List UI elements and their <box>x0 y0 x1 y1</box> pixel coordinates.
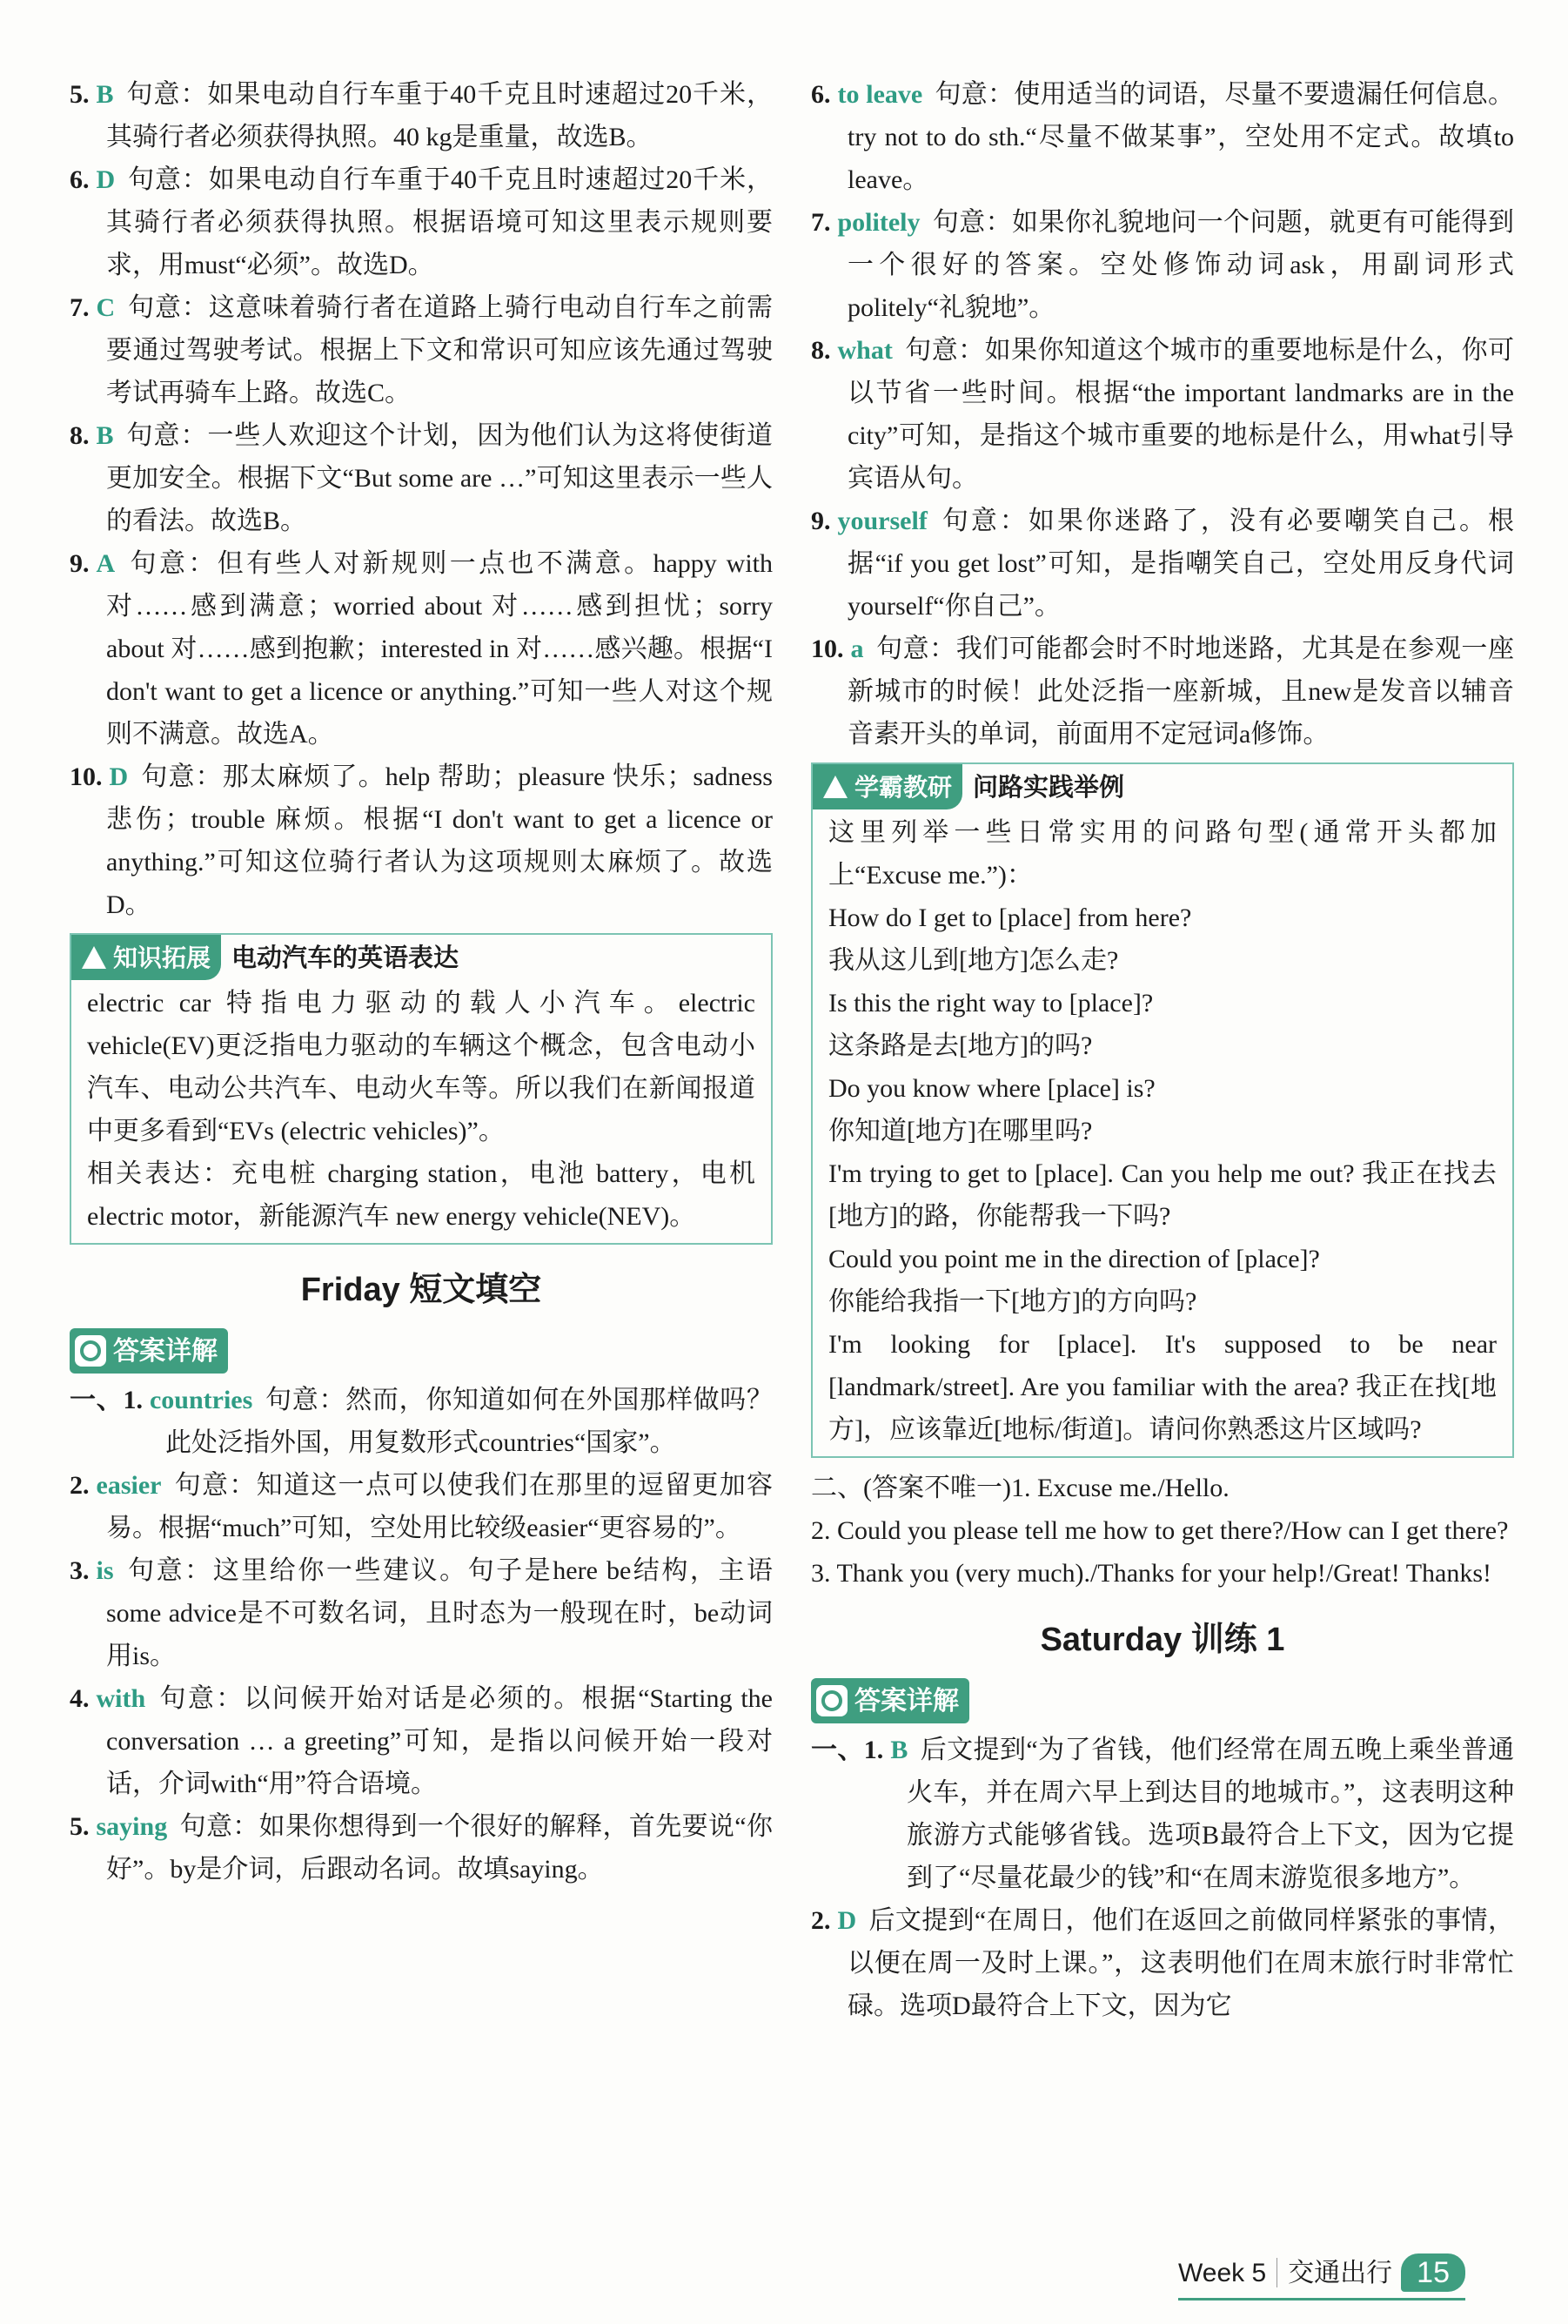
box-title: 问路实践举例 <box>973 771 1125 802</box>
study-tips-box <box>811 762 1514 1458</box>
answer-key: with <box>96 1684 146 1713</box>
answer-item: 9. A 句意：但有些人对新规则一点也不满意。happy with 对……感到满意；worried about 对……感到担忧；sorry about 对……感到抱歉；interested in 对……感兴趣。根据“I don't want to get a licence or anything.”可知一些人对这个规则不满意。故选A。 <box>70 549 773 749</box>
box-line: 你知道[地方]在哪里吗? <box>828 1117 1093 1145</box>
explanation: 句意：使用适当的词语，尽量不要遗漏任何信息。try not to do sth.“尽量不做某事”，空处用不定式。故填to leave。 <box>848 80 1514 194</box>
part2-answer: 3. Thank you (very much)./Thanks for your help!/Great! Thanks! <box>811 1559 1492 1588</box>
search-icon <box>75 1335 106 1367</box>
explanation: 句意：然而，你知道如何在外国那样做吗？此处泛指外国，用复数形式countries“国家”。 <box>165 1386 774 1457</box>
answer-item: 2. easier 句意：知道这一点可以使我们在那里的逗留更加容易。根据“much”可知，空处用比较级easier“更容易的”。 <box>70 1471 773 1542</box>
answer-badge: 答案详解 <box>811 1678 969 1723</box>
explanation: 句意：但有些人对新规则一点也不满意。happy with 对……感到满意；worried about 对……感到担忧；sorry about 对……感到抱歉；interested in 对……感兴趣。根据“I don't want to get a licence or anything.”可知一些人对这个规则不满意。故选A。 <box>106 549 773 749</box>
answer-item: 8. what 句意：如果你知道这个城市的重要地标是什么，你可以节省一些时间。根据“the important landmarks are in the city”可知，是指这个城市重要的地标是什么，用what引导宾语从句。 <box>811 336 1514 493</box>
week-label: Week 5 <box>1178 2258 1267 2287</box>
explanation: 句意：如果你礼貌地问一个问题，就更有可能得到一个很好的答案。空处修饰动词ask，用副词形式politely“礼貌地”。 <box>848 208 1514 322</box>
box-title: 电动汽车的英语表达 <box>231 942 459 972</box>
box-tag: 学霸教研 <box>813 764 962 809</box>
explanation: 句意：这意味着骑行者在道路上骑行电动自行车之前需要通过驾驶考试。根据上下文和常识可知应该先通过驾驶考试再骑车上路。故选C。 <box>106 293 773 407</box>
answer-key: B <box>890 1736 908 1764</box>
answer-key: a <box>850 635 864 663</box>
explanation: 句意：如果你迷路了，没有必要嘲笑自己。根据“if you get lost”可知，是指嘲笑自己，空处用反身代词yourself“你自己”。 <box>848 507 1514 621</box>
box-line: Do you know where [place] is? <box>828 1074 1156 1103</box>
box-line: I'm trying to get to [place]. Can you help me out? 我正在找去[地方]的路，你能帮我一下吗? <box>828 1159 1497 1231</box>
answer-item: 一、1. countries 句意：然而，你知道如何在外国那样做吗？此处泛指外国，用复数形式countries“国家”。 <box>70 1386 774 1457</box>
answer-item: 8. B 句意：一些人欢迎这个计划，因为他们认为这将使街道更加安全。根据下文“But some are …”可知这里表示一些人的看法。故选B。 <box>70 421 773 535</box>
answer-key: A <box>96 549 116 578</box>
answer-item: 3. is 句意：这里给你一些建议。句子是here be结构，主语some advice是不可数名词，且时态为一般现在时，be动词用is。 <box>70 1556 773 1670</box>
answer-item: 7. politely 句意：如果你礼貌地问一个问题，就更有可能得到一个很好的答案。空处修饰动词ask，用副词形式politely“礼貌地”。 <box>811 208 1514 322</box>
explanation: 句意：知道这一点可以使我们在那里的逗留更加容易。根据“much”可知，空处用比较级easier“更容易的”。 <box>106 1471 773 1542</box>
answer-key: B <box>96 80 114 109</box>
box-line: 你能给我指一下[地方]的方向吗? <box>828 1287 1197 1316</box>
box-line: How do I get to [place] from here? <box>828 903 1192 932</box>
explanation: 句意：那太麻烦了。help 帮助；pleasure 快乐；sadness 悲伤；trouble 麻烦。根据“I don't want to get a licence or anything.”可知这位骑行者认为这项规则太麻烦了。故选D。 <box>106 762 773 919</box>
left-column <box>70 73 773 1891</box>
explanation: 后文提到“在周日，他们在返回之前做同样紧张的事情，以便在周一及时上课。”，这表明他们在周末旅行时非常忙碌。选项D最符合上下文，因为它 <box>848 1906 1514 2020</box>
part2-answer: 2. Could you please tell me how to get there?/How can I get there? <box>811 1516 1509 1545</box>
answer-key: D <box>109 762 129 791</box>
answer-key: countries <box>149 1386 253 1414</box>
box-tag: 知识拓展 <box>71 935 221 980</box>
answer-key: saying <box>96 1812 168 1841</box>
answer-key: yourself <box>837 507 928 535</box>
section-heading: Saturday 训练 1 <box>1040 1622 1285 1658</box>
warning-icon <box>82 946 106 969</box>
topic-label: 交通出行 <box>1288 2258 1393 2287</box>
answer-key: easier <box>96 1471 162 1500</box>
box-paragraph: 相关表达：充电桩 charging station，电池 battery，电机 electric motor，新能源汽车 new energy vehicle(NEV)。 <box>87 1159 755 1231</box>
explanation: 句意：如果你知道这个城市的重要地标是什么，你可以节省一些时间。根据“the important landmarks are in the city”可知，是指这个城市重要的地标是什么，用what引导宾语从句。 <box>848 336 1514 493</box>
answer-key: D <box>96 165 116 194</box>
answer-item: 9. yourself 句意：如果你迷路了，没有必要嘲笑自己。根据“if you get lost”可知，是指嘲笑自己，空处用反身代词yourself“你自己”。 <box>811 507 1514 621</box>
answer-key: B <box>96 421 114 450</box>
explanation: 句意：如果电动自行车重于40千克且时速超过20千米，其骑行者必须获得执照。40 kg是重量，故选B。 <box>106 80 773 151</box>
box-line: 这条路是去[地方]的吗? <box>828 1031 1093 1060</box>
knowledge-box <box>70 933 773 1245</box>
page-number: 15 <box>1401 2253 1465 2292</box>
right-column <box>811 73 1514 2027</box>
explanation: 句意：一些人欢迎这个计划，因为他们认为这将使街道更加安全。根据下文“But some are …”可知这里表示一些人的看法。故选B。 <box>106 421 773 535</box>
answer-item: 4. with 句意：以问候开始对话是必须的。根据“Starting the conversation … a greeting”可知，是指以问候开始一段对话，介词with“用”符合语境。 <box>70 1684 773 1798</box>
search-icon <box>816 1685 848 1716</box>
answer-item: 5. B 句意：如果电动自行车重于40千克且时速超过20千米，其骑行者必须获得执照。40 kg是重量，故选B。 <box>70 80 773 151</box>
explanation: 句意：这里给你一些建议。句子是here be结构，主语some advice是不可数名词，且时态为一般现在时，be动词用is。 <box>106 1556 773 1670</box>
explanation: 句意：如果你想得到一个很好的解释，首先要说“你好”。by是介词，后跟动名词。故填saying。 <box>106 1812 773 1884</box>
page-footer <box>1178 2251 1465 2294</box>
answer-key: what <box>837 336 893 365</box>
part2-answer: 二、(答案不唯一)1. Excuse me./Hello. <box>811 1474 1230 1502</box>
answer-key: C <box>96 293 116 322</box>
answer-item: 10. a 句意：我们可能都会时不时地迷路，尤其是在参观一座新城市的时候！此处泛指一座新城，且new是发音以辅音音素开头的单词，前面用不定冠词a修饰。 <box>811 635 1514 749</box>
warning-icon <box>823 776 848 798</box>
answer-item: 一、1. B 后文提到“为了省钱，他们经常在周五晚上乘坐普通火车，并在周六早上到达目的地城市。”，这表明这种旅游方式能够省钱。选项B最符合上下文，因为它提到了“尽量花最少的钱”和“在周末游览很多地方”。 <box>811 1736 1514 1892</box>
box-line: Could you point me in the direction of [place]? <box>828 1245 1320 1273</box>
answer-item: 10. D 句意：那太麻烦了。help 帮助；pleasure 快乐；sadness 悲伤；trouble 麻烦。根据“I don't want to get a licence or anything.”可知这位骑行者认为这项规则太麻烦了。故选D。 <box>70 762 773 919</box>
box-line: I'm looking for [place]. It's supposed to be near [landmark/street]. Are you familiar with the area? 我正在找[地方]，应该靠近[地标/街道]。请问你熟悉这片区域吗? <box>828 1330 1497 1444</box>
box-paragraph: electric car 特指电力驱动的载人小汽车。electric vehicle(EV)更泛指电力驱动的车辆这个概念，包含电动小汽车、电动公共汽车、电动火车等。所以我们在新闻报道中更多看到“EVs (electric vehicles)”。 <box>87 989 755 1145</box>
box-line: 我从这儿到[地方]怎么走? <box>828 946 1119 975</box>
box-line: 这里列举一些日常实用的问路句型(通常开头都加上“Excuse me.”)： <box>828 818 1497 890</box>
section-heading: Friday 短文填空 <box>300 1272 542 1308</box>
answer-item: 6. D 句意：如果电动自行车重于40千克且时速超过20千米，其骑行者必须获得执照。根据语境可知这里表示规则要求，用must“必须”。故选D。 <box>70 165 773 279</box>
answer-item: 7. C 句意：这意味着骑行者在道路上骑行电动自行车之前需要通过驾驶考试。根据上下文和常识可知应该先通过驾驶考试再骑车上路。故选C。 <box>70 293 773 407</box>
answer-item: 2. D 后文提到“在周日，他们在返回之前做同样紧张的事情，以便在周一及时上课。”，这表明他们在周末旅行时非常忙碌。选项D最符合上下文，因为它 <box>811 1906 1514 2020</box>
explanation: 句意：如果电动自行车重于40千克且时速超过20千米，其骑行者必须获得执照。根据语境可知这里表示规则要求，用must“必须”。故选D。 <box>106 165 773 279</box>
answer-key: politely <box>837 208 921 237</box>
answer-key: to leave <box>837 80 923 109</box>
answer-key: D <box>837 1906 857 1935</box>
answer-item: 6. to leave 句意：使用适当的词语，尽量不要遗漏任何信息。try not to do sth.“尽量不做某事”，空处用不定式。故填to leave。 <box>811 80 1514 194</box>
footer-rule <box>1178 2298 1465 2300</box>
answer-badge: 答案详解 <box>70 1328 228 1374</box>
explanation: 句意：我们可能都会时不时地迷路，尤其是在参观一座新城市的时候！此处泛指一座新城，且new是发音以辅音音素开头的单词，前面用不定冠词a修饰。 <box>848 635 1514 749</box>
explanation: 句意：以问候开始对话是必须的。根据“Starting the conversation … a greeting”可知，是指以问候开始一段对话，介词with“用”符合语境。 <box>106 1684 773 1798</box>
box-line: Is this the right way to [place]? <box>828 989 1154 1018</box>
answer-key: is <box>96 1556 114 1585</box>
explanation: 后文提到“为了省钱，他们经常在周五晚上乘坐普通火车，并在周六早上到达目的地城市。”，这表明这种旅游方式能够省钱。选项B最符合上下文，因为它提到了“尽量花最少的钱”和“在周末游览很多地方”。 <box>907 1736 1514 1892</box>
answer-item: 5. saying 句意：如果你想得到一个很好的解释，首先要说“你好”。by是介词，后跟动名词。故填saying。 <box>70 1812 773 1884</box>
